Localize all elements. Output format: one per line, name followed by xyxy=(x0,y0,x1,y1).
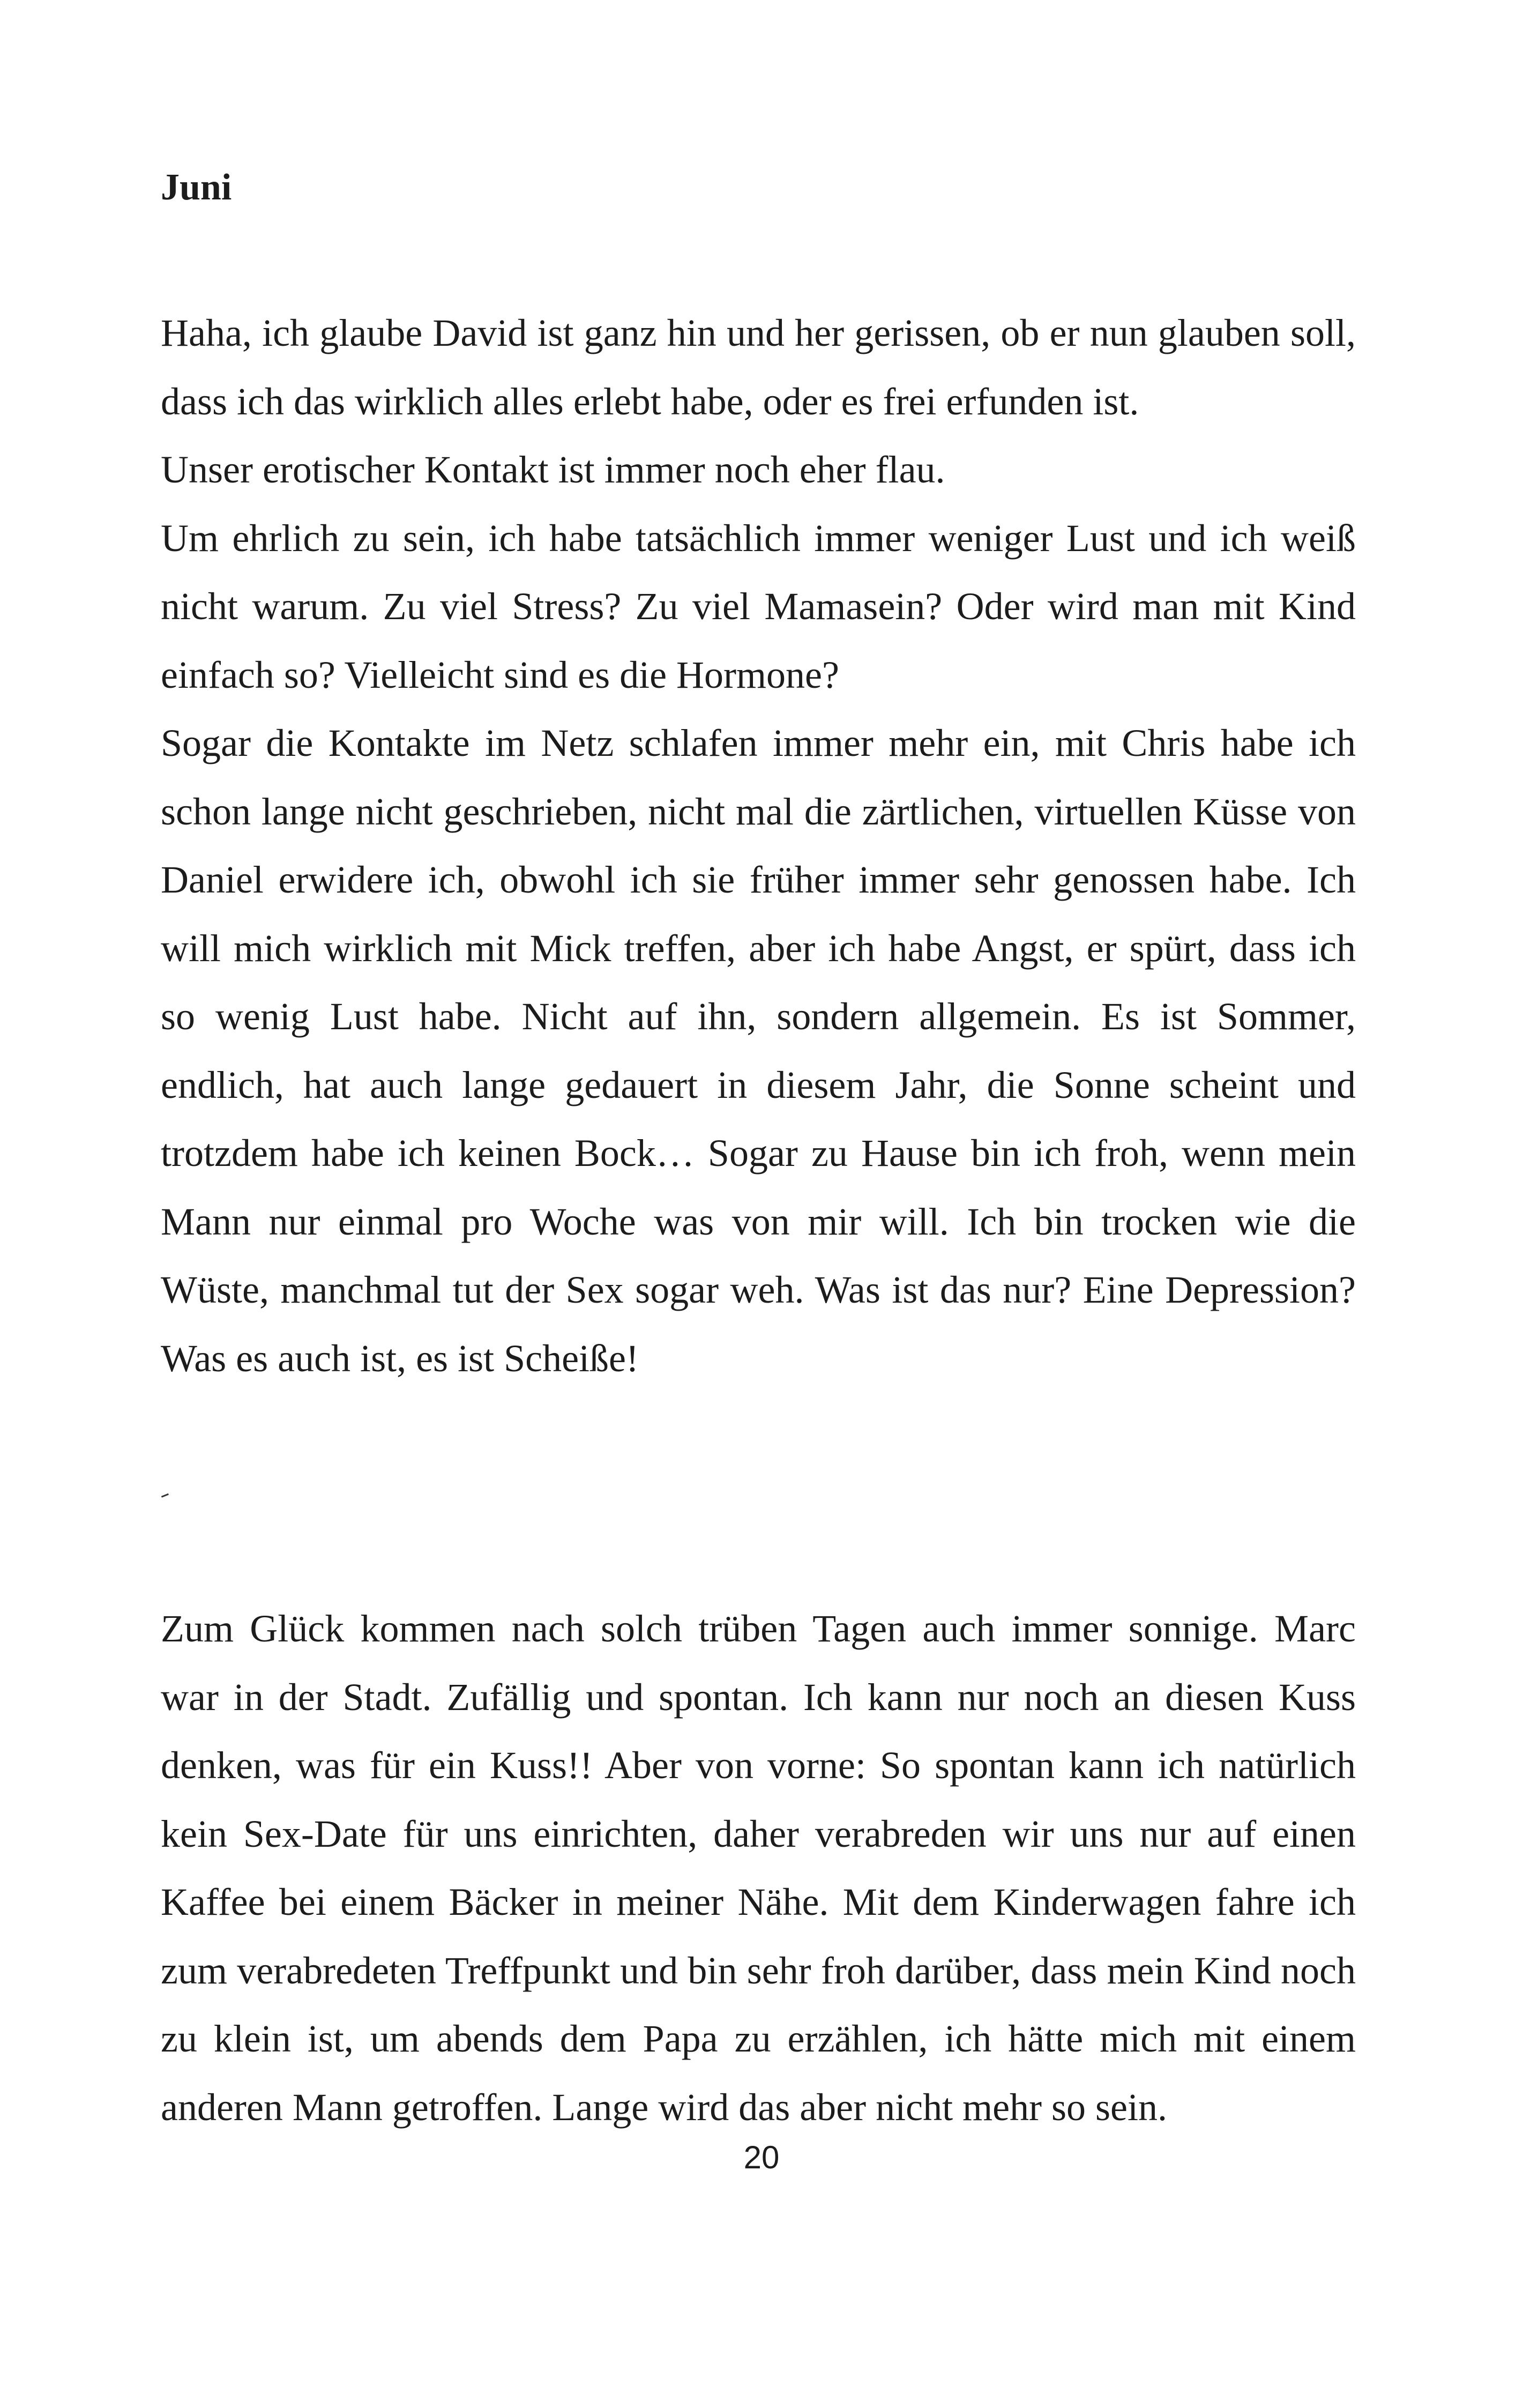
page-number: 20 xyxy=(743,2139,780,2175)
paragraph: Sogar die Kontakte im Netz schlafen immer mehr ein, mit Chris habe ich schon lange nicht geschrieben, nicht mal die zärtlichen, virtuellen Küsse von Daniel erwidere ich, obwohl ich sie früher immer sehr genossen habe. Ich will mich wirklich mit Mick treffen, aber ich habe Angst, er spürt, dass ich so wenig Lust habe. Nicht auf ihn, sondern allgemein. Es ist Sommer, endlich, hat auch lange gedauert in diesem Jahr, die Sonne scheint und trotzdem habe ich keinen Bock… Sogar zu Hause bin ich froh, wenn mein Mann nur einmal pro Woche was von mir will. Ich bin trocken wie die Wüste, manchmal tut der Sex sogar weh. Was ist das nur? Eine Depression? Was es auch ist, es ist Scheiße! xyxy=(161,722,1356,1380)
paragraph: Unser erotischer Kontakt ist immer noch eher flau. xyxy=(161,448,945,491)
text-section-two xyxy=(161,1595,1356,2142)
chapter-heading: Juni xyxy=(161,167,232,208)
paragraph: Zum Glück kommen nach solch trüben Tagen auch immer sonnige. Marc war in der Stadt. Zufällig und spontan. Ich kann nur noch an diesen Kuss denken, was für ein Kuss!! Aber von vorne: So spontan kann ich natürlich kein Sex-Date für uns einrichten, daher verabreden wir uns nur auf einen Kaffee bei einem Bäcker in meiner Nähe. Mit dem Kinderwagen fahre ich zum verabredeten Treffpunkt und bin sehr froh darüber, dass mein Kind noch zu klein ist, um abends dem Papa zu erzählen, ich hätte mich mit einem anderen Mann getroffen. Lange wird das aber nicht mehr so sein. xyxy=(161,1607,1356,2129)
paragraph: Haha, ich glaube David ist ganz hin und her gerissen, ob er nun glauben soll, dass ich das wirklich alles erlebt habe, oder es frei erfunden ist. xyxy=(161,311,1356,423)
text-section-one xyxy=(161,299,1356,1393)
section-separator-mark xyxy=(161,1493,170,1501)
paragraph: Um ehrlich zu sein, ich habe tatsächlich immer weniger Lust und ich weiß nicht warum. Zu viel Stress? Zu viel Mamasein? Oder wird man mit Kind einfach so? Vielleicht sind es die Hormone? xyxy=(161,516,1356,696)
